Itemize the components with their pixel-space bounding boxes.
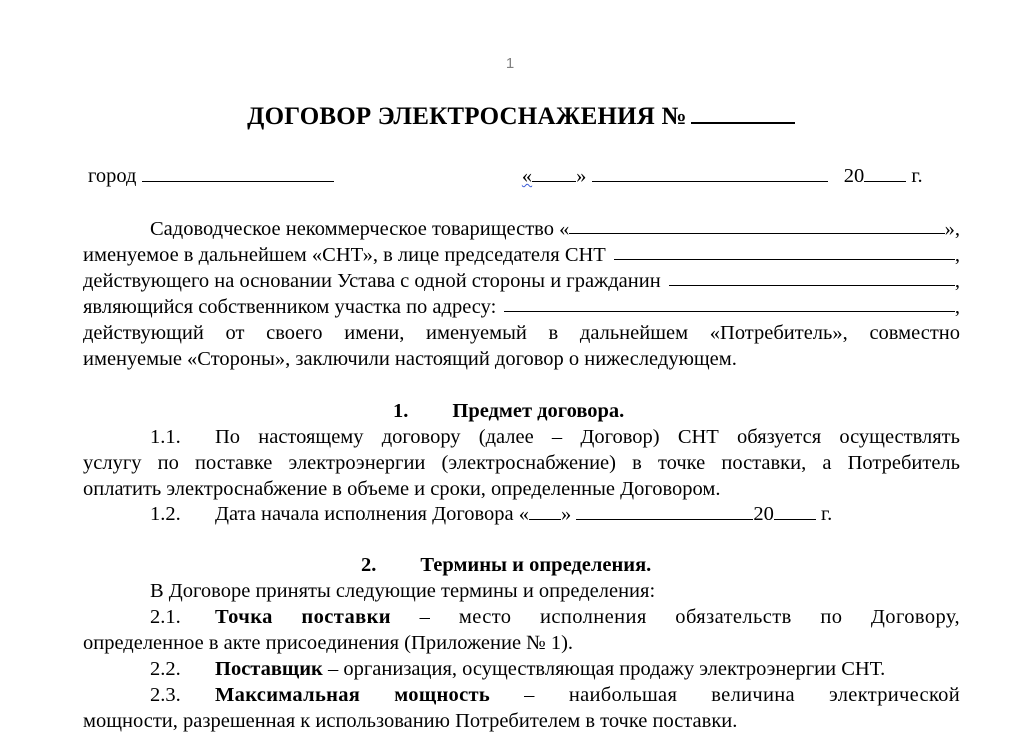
- item-1-2-year: 20: [753, 503, 774, 525]
- address-blank[interactable]: [504, 294, 955, 312]
- section-2-intro: [83, 578, 960, 604]
- preamble-end-4: ,: [954, 296, 960, 318]
- section-2-intro-text: В Договоре приняты следующие термины и определения:: [150, 580, 656, 602]
- item-1-2-text: Дата начала исполнения Договора «: [215, 503, 529, 525]
- term-supplier: Поставщик: [215, 658, 323, 680]
- section-1-heading: [393, 398, 624, 424]
- section-2-number: 2.: [361, 554, 377, 576]
- section-1-number: 1.: [393, 400, 409, 422]
- section-2-2-line: [83, 656, 960, 682]
- year-blank[interactable]: [864, 164, 906, 182]
- section-1-1-line-1: [83, 424, 960, 450]
- section-1-title: Предмет договора.: [452, 400, 625, 422]
- term-delivery-point: Точка поставки: [215, 606, 391, 628]
- preamble-line-1: [83, 216, 960, 242]
- item-2-3-number: 2.3.: [150, 684, 181, 706]
- preamble-line-2: [83, 242, 960, 268]
- day-blank[interactable]: [532, 164, 576, 182]
- citizen-blank[interactable]: [669, 268, 955, 286]
- snt-name-blank[interactable]: [569, 216, 944, 234]
- section-2-3-line-1: [83, 682, 960, 708]
- item-1-2-number: 1.2.: [150, 503, 181, 525]
- term-max-power-def: – наибольшая величина электрической: [524, 684, 960, 706]
- day-quote-open: «: [521, 165, 533, 187]
- section-1-2-line: [83, 501, 960, 527]
- preamble-end-2: ,: [954, 244, 960, 266]
- year-prefix: 20: [843, 165, 865, 187]
- item-1-2-suffix: г.: [821, 503, 833, 525]
- day-quote-close: »: [576, 165, 587, 187]
- title-text: ДОГОВОР ЭЛЕКТРОСНАЖЕНИЯ №: [247, 103, 687, 130]
- preamble-line-3: [83, 268, 960, 294]
- section-2-1-line-1: [83, 604, 960, 630]
- item-1-2-quote-close: »: [561, 503, 572, 525]
- preamble-text-1: Садоводческое некоммерческое товарищество «: [150, 218, 570, 240]
- section-2-1-line-2: определенное в акте присоединения (Приложение № 1).: [83, 632, 574, 654]
- start-month-blank[interactable]: [576, 502, 753, 520]
- year-suffix: г.: [911, 165, 923, 187]
- term-max-power: Максимальная мощность: [215, 684, 491, 706]
- section-1-1-line-3: оплатить электроснабжение в объеме и сроки, определенные Договором.: [83, 478, 721, 500]
- item-1-1-number: 1.1.: [150, 426, 181, 448]
- month-blank[interactable]: [592, 164, 828, 182]
- preamble-text-4: являющийся собственником участка по адресу:: [83, 296, 497, 318]
- term-delivery-point-def: – место исполнения обязательств по Договору,: [419, 606, 961, 628]
- item-2-1-number: 2.1.: [150, 606, 181, 628]
- section-2-title: Термины и определения.: [420, 554, 652, 576]
- section-2-heading: [361, 552, 651, 578]
- term-supplier-def: – организация, осуществляющая продажу электроэнергии СНТ.: [322, 658, 886, 680]
- preamble-line-6: именуемые «Стороны», заключили настоящий договор о нижеследующем.: [83, 348, 737, 370]
- city-label: город: [88, 165, 137, 187]
- section-2-3-line-2: мощности, разрешенная к использованию Потребителем в точке поставки.: [83, 710, 738, 732]
- section-1-1-line-2: услугу по поставке электроэнергии (электроснабжение) в точке поставки, а Потребитель: [83, 452, 960, 474]
- preamble-end-1: »,: [944, 218, 960, 240]
- preamble-line-5: действующий от своего имени, именуемый в дальнейшем «Потребитель», совместно: [83, 322, 960, 344]
- preamble-end-3: ,: [954, 270, 960, 292]
- preamble-text-3: действующего на основании Устава с одной стороны и гражданин: [83, 270, 661, 292]
- contract-number-blank[interactable]: [691, 100, 795, 124]
- city-blank[interactable]: [142, 164, 334, 182]
- page-number: 1: [505, 55, 515, 72]
- document-title: [0, 100, 1020, 131]
- preamble-line-4: [83, 294, 960, 320]
- start-day-blank[interactable]: [529, 502, 561, 520]
- preamble-text-2: именуемое в дальнейшем «СНТ», в лице председателя СНТ: [83, 244, 606, 266]
- item-1-1-text: По настоящему договору (далее – Договор) СНТ обязуется осуществлять: [215, 426, 960, 448]
- item-2-2-number: 2.2.: [150, 658, 181, 680]
- chairman-blank[interactable]: [614, 242, 955, 260]
- city-date-line: [88, 163, 958, 189]
- start-year-blank[interactable]: [774, 502, 816, 520]
